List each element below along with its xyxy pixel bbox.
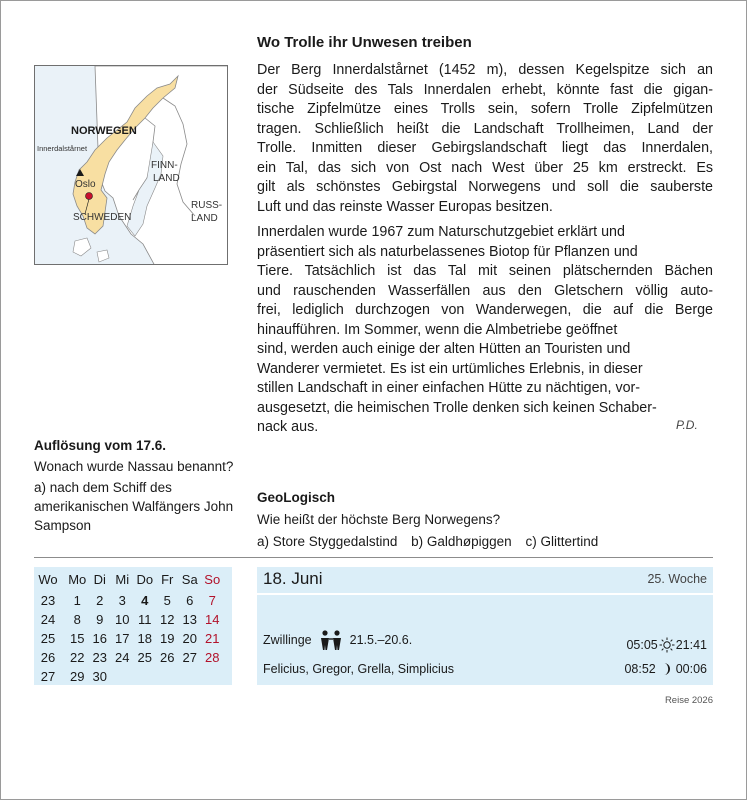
oslo-marker [86,193,93,200]
calendar-week-row [34,667,232,686]
calendar-header-row [34,567,232,591]
article-line: frei, lediglich durchzogen von Wanderwegen, die auf die Berge [257,302,713,318]
calendar-day: 8 [73,612,81,627]
calendar-header-day: Do [136,571,154,587]
article-line: tische Zipfelmütze eines Trolls sein, sofern Trolle Zipfelmützen [257,101,713,117]
calendar-weeks [34,591,232,686]
day-header [257,567,713,593]
calendar-day: 10 [115,612,130,627]
article-line: gilt als schönstes Gebirgstal Norwegens und soll die sauberste [257,179,713,195]
article-line: der Südseite des Tals Innerdalen erhebt, könnte fast die gigan- [257,81,713,98]
moonrise-time: 08:52 [624,662,656,676]
calendar-week-number: 26 [40,650,56,665]
article-line: Wanderer vermietet. Es ist ein urtümliches Erlebnis, in dieser [257,360,643,377]
day-body [257,595,713,685]
map-label-norwegen: NORWEGEN [71,125,137,137]
calendar-day: 1 [73,593,81,608]
moon-icon [659,662,673,676]
calendar-sunday: 21 [205,631,220,646]
calendar-day: 29 [70,669,85,684]
calendar-week-number: 27 [40,669,56,684]
map-graphic [35,66,228,265]
solution-box [34,436,234,535]
sun-times [626,637,707,653]
calendar-day: 17 [115,631,130,646]
solution-heading: Auflösung vom 17.6. [34,438,167,453]
article-title: Wo Trolle ihr Unwesen treiben [257,34,472,51]
calendar-week-number: 25 [40,631,56,646]
quiz-heading: GeoLogisch [257,490,336,505]
calendar-week-row [34,591,232,610]
calendar-week-number: 23 [40,593,56,608]
calendar-week-row [34,648,232,667]
map-label-finnland-2: LAND [153,173,180,184]
solution-question: Wonach wurde Nassau benannt? [34,459,234,474]
calendar-day: 2 [96,593,104,608]
article-line: Luft und das reinste Wasser Europas besitzen. [257,198,553,215]
article-line: hinaufführen. Im Sommer, wenn die Almbetriebe geöffnet [257,321,618,338]
article-line: und rauschenden Wasserfällen aus den Gletschern völlig auto- [257,282,713,299]
moon-times [624,662,707,676]
mini-calendar [34,567,232,685]
calendar-header-day: Fr [161,571,174,587]
zodiac-info [263,630,412,650]
calendar-header-day: Sa [181,571,198,587]
calendar-day: 4 [141,593,149,608]
sunrise-time: 05:05 [626,638,658,652]
calendar-day: 15 [70,631,85,646]
article-body [257,61,713,444]
map-label-finnland-1: FINN- [151,160,178,171]
calendar-day: 23 [92,650,107,665]
calendar-day: 19 [160,631,175,646]
calendar-week-row [34,610,232,629]
section-divider [34,557,713,558]
article-author: P.D. [676,418,698,432]
article-line: Trolle. Inmitten dieser Gebirgslandschaft liegt das Innerdalen, [257,140,713,156]
article-line: Tiere. Tatsächlich ist das Tal mit seinen plätschernden Bächen [257,263,713,279]
quiz-box [257,488,717,552]
calendar-header-week: Wo [38,571,58,587]
quiz-answer-a: a) Store Styggedalstind [257,534,398,549]
calendar-day: 26 [160,650,175,665]
calendar-day: 24 [115,650,130,665]
calendar-day: 25 [137,650,152,665]
calendar-header-day: Di [93,571,106,587]
map-label-russland-2: LAND [191,213,218,224]
calendar-day: 12 [160,612,175,627]
calendar-day: 27 [182,650,197,665]
calendar-day: 6 [186,593,194,608]
article-line: Innerdalen wurde 1967 zum Naturschutzgebiet erklärt und [257,224,625,240]
map-label-oslo: Oslo [75,179,96,190]
article-paragraph-1 [257,61,713,217]
solution-answer: a) nach dem Schiff des amerikanischen Walfängers John Sampson [34,480,234,533]
map-label-innerdalstarnet: Innerdalstårnet [37,144,88,153]
article-line: präsentiert sich als naturbelassenes Biotop für Pflanzen und [257,243,638,260]
calendar-header-sunday: So [204,571,221,587]
calendar-week-number: 24 [40,612,56,627]
article-line: sind, werden auch einige der alten Hütten an Touristen und [257,341,631,357]
calendar-sunday: 14 [205,612,220,627]
article-line: Der Berg Innerdalstårnet (1452 m), dessen Kegelspitze sich an [257,62,713,78]
quiz-answer-b: b) Galdhøpiggen [411,534,512,549]
calendar-sunday: 28 [205,650,220,665]
calendar-day: 16 [92,631,107,646]
calendar-day: 20 [182,631,197,646]
calendar-header-day: Mo [68,571,87,587]
day-date: 18. Juni [263,569,323,588]
calendar-sunday: 7 [208,593,216,608]
zodiac-name: Zwillinge [263,633,312,647]
article-line: stillen Landschaft in einer einfachen Hütte zu nächtigen, vor- [257,380,641,396]
article-paragraph-2 [257,223,713,438]
article-line: ein Tal, das sich von Ost nach West über 25 km erstreckt. Es [257,159,713,176]
article-line: nack aus. [257,419,319,435]
twins-icon [318,630,344,650]
name-days: Felicius, Gregor, Grella, Simplicius [263,662,455,676]
map-label-russland-1: RUSS- [191,200,223,211]
calendar-header-day: Mi [115,571,130,587]
footer-label: Reise 2026 [664,695,713,706]
quiz-answer-c: c) Glittertind [525,534,599,549]
zodiac-range: 21.5.–20.6. [349,633,413,647]
quiz-question: Wie heißt der höchste Berg Norwegens? [257,512,501,527]
calendar-week-row [34,629,232,648]
calendar-day: 9 [96,612,104,627]
calendar-day: 13 [182,612,197,627]
day-week: 25. Woche [647,572,707,586]
map-label-schweden: SCHWEDEN [73,212,132,223]
sun-icon [659,637,675,653]
article-line: tragen. Schließlich heißt die Landschaft Trollheimen, Land der [257,120,713,137]
calendar-day: 5 [163,593,171,608]
sunset-time: 21:41 [675,638,707,652]
quiz-answers [257,532,717,552]
moonset-time: 00:06 [675,662,707,676]
calendar-day: 3 [118,593,126,608]
calendar-day: 18 [137,631,152,646]
calendar-day: 11 [138,612,152,627]
norway-map [34,65,228,265]
article-line: ausgesetzt, die heimischen Trolle denken sich keinen Schaber- [257,399,657,416]
calendar-day: 22 [70,650,85,665]
calendar-day: 30 [92,669,107,684]
